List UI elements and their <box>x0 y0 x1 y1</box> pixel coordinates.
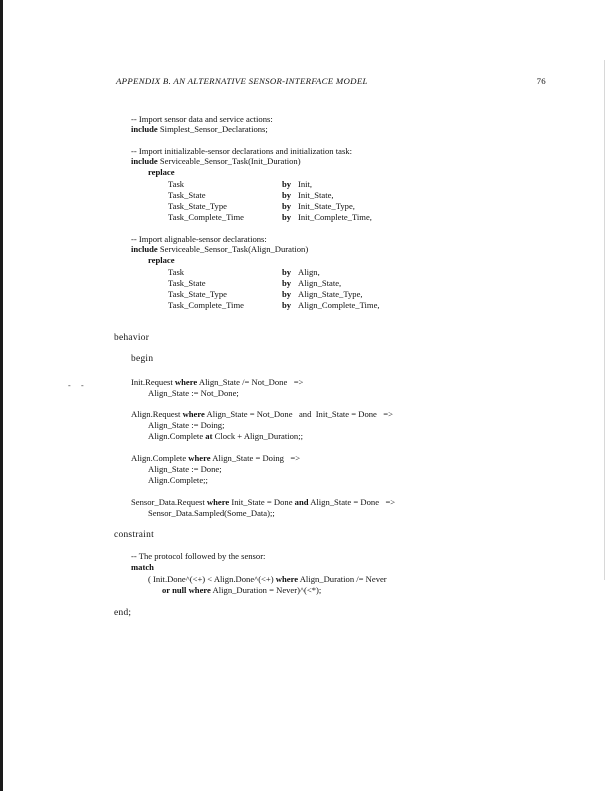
mapping-from: Task_State <box>168 278 206 288</box>
match-line <box>148 574 387 584</box>
keyword-where: where <box>206 497 230 507</box>
scan-edge-right <box>604 60 605 580</box>
include-target: Serviceable_Sensor_Task(Align_Duration) <box>157 244 309 254</box>
mapping-from: Task_Complete_Time <box>168 212 244 222</box>
rule-time: Clock + Align_Duration;; <box>212 431 304 441</box>
keyword-where: where <box>186 585 211 595</box>
keyword-where: where <box>174 377 198 387</box>
page-header <box>116 76 546 88</box>
rule-guard: Align_State = Not_Done <box>204 409 299 419</box>
keyword-or-null: or null <box>162 585 187 595</box>
keyword-replace: replace <box>148 167 175 177</box>
rule-guard: Init_State = Done <box>229 497 295 507</box>
include-line <box>131 156 301 166</box>
rule-guard: Init_State = Done => <box>311 409 393 419</box>
match-guard: Align_Duration = Never)^(<*); <box>210 585 322 595</box>
rule-event: Align.Complete <box>131 453 189 463</box>
keyword-by: by <box>282 212 292 222</box>
rule-line <box>131 497 395 507</box>
keyword-by: by <box>282 300 292 310</box>
running-title: APPENDIX B. AN ALTERNATIVE SENSOR-INTERFACE MODEL <box>116 76 368 86</box>
rule-action: Align_State := Done; <box>148 464 222 474</box>
mapping-from: Task_Complete_Time <box>168 300 244 310</box>
mapping-from: Task <box>168 267 185 277</box>
keyword-where: where <box>182 409 205 419</box>
keyword-where: where <box>275 574 299 584</box>
keyword-include: include <box>131 156 158 166</box>
keyword-by: by <box>282 278 292 288</box>
keyword-by: by <box>282 190 292 200</box>
keyword-and: and <box>294 497 309 507</box>
rule-guard: Align_State /= Not_Done => <box>197 377 304 387</box>
rule-line <box>131 453 300 463</box>
rule-action <box>148 431 303 441</box>
rule-event: Init.Request <box>131 377 175 387</box>
keyword-begin: begin <box>131 354 154 364</box>
section-behavior: behavior <box>114 333 150 343</box>
mapping-to: Align_Complete_Time, <box>298 300 380 310</box>
keyword-at: at <box>205 431 213 441</box>
comment-line: -- The protocol followed by the sensor: <box>131 551 266 561</box>
keyword-replace: replace <box>148 255 175 265</box>
comment-line: -- Import sensor data and service actions: <box>131 114 273 124</box>
mapping-to: Init_State, <box>298 190 334 200</box>
rule-action: Sensor_Data.Sampled(Some_Data);; <box>148 508 275 518</box>
comment-line: -- Import initializable-sensor declarations and initialization task: <box>131 146 352 156</box>
keyword-by: by <box>282 179 292 189</box>
mapping-from: Task <box>168 179 185 189</box>
mapping-to: Align_State, <box>298 278 342 288</box>
mapping-to: Init, <box>298 179 313 189</box>
include-line <box>131 124 268 134</box>
mapping-to: Align_State_Type, <box>298 289 363 299</box>
keyword-by: by <box>282 201 292 211</box>
rule-event: Align.Complete <box>148 431 206 441</box>
rule-guard: Align_State = Done => <box>308 497 396 507</box>
rule-event: Align.Request <box>131 409 183 419</box>
match-guard: Align_Duration /= Never <box>298 574 387 584</box>
keyword-where: where <box>188 453 211 463</box>
match-pattern: ( Init.Done^(<+) < Align.Done^(<+) <box>148 574 276 584</box>
comment-line: -- Import alignable-sensor declarations: <box>131 234 267 244</box>
include-target: Serviceable_Sensor_Task(Init_Duration) <box>157 156 301 166</box>
keyword-and: and <box>298 409 312 419</box>
page-number: 76 <box>536 76 546 86</box>
scan-speck: - <box>81 381 84 390</box>
scan-speck: - <box>68 381 71 390</box>
mapping-to: Align, <box>298 267 320 277</box>
keyword-include: include <box>131 244 158 254</box>
rule-line <box>131 377 303 387</box>
include-target: Simplest_Sensor_Declarations; <box>157 124 268 134</box>
section-constraint: constraint <box>114 530 154 540</box>
mapping-from: Task_State <box>168 190 206 200</box>
scan-edge-left <box>0 0 3 791</box>
mapping-from: Task_State_Type <box>168 201 227 211</box>
rule-action: Align_State := Not_Done; <box>148 388 239 398</box>
rule-action: Align.Complete;; <box>148 475 208 485</box>
rule-event: Sensor_Data.Request <box>131 497 207 507</box>
keyword-match: match <box>131 562 154 572</box>
keyword-include: include <box>131 124 158 134</box>
keyword-by: by <box>282 289 292 299</box>
match-line <box>162 585 321 595</box>
mapping-from: Task_State_Type <box>168 289 227 299</box>
mapping-to: Init_Complete_Time, <box>298 212 372 222</box>
rule-line <box>131 409 393 419</box>
mapping-to: Init_State_Type, <box>298 201 355 211</box>
include-line <box>131 244 308 254</box>
keyword-by: by <box>282 267 292 277</box>
rule-action: Align_State := Doing; <box>148 420 225 430</box>
keyword-end: end; <box>114 608 132 618</box>
rule-guard: Align_State = Doing => <box>210 453 301 463</box>
